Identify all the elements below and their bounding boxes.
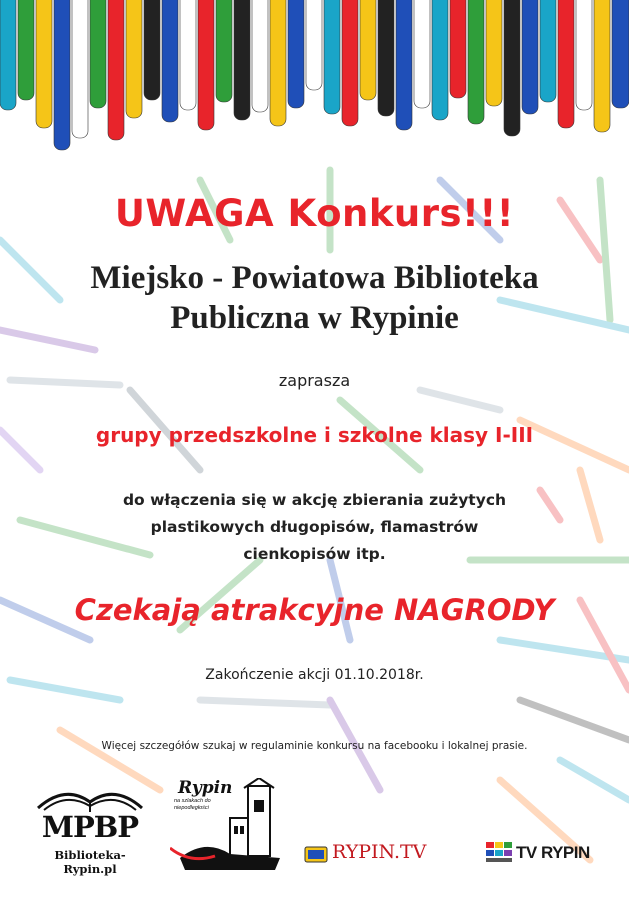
description-line-3: cienkopisów itp. bbox=[243, 545, 386, 563]
description-line-1: do włączenia się w akcję zbierania zużytych bbox=[122, 491, 507, 509]
tvrypin-logo-text: TV RYPIN bbox=[516, 843, 590, 862]
contest-description bbox=[0, 487, 629, 568]
rypin-logo bbox=[170, 778, 285, 876]
open-book-icon bbox=[30, 780, 150, 814]
rypintv-logo bbox=[304, 840, 444, 866]
target-groups: grupy przedszkolne i szkolne klasy I-III bbox=[95, 423, 534, 447]
tvrypin-logo bbox=[486, 840, 596, 866]
tv-icon bbox=[304, 844, 328, 864]
invites-text: zaprasza bbox=[278, 371, 351, 390]
library-name bbox=[0, 258, 629, 338]
rypin-logo-subtitle: na szlakach do niepodległości bbox=[174, 798, 211, 811]
mpbp-logo-text: MPBP bbox=[41, 810, 139, 844]
description-line-2: plastikowych długopisów, flamastrów bbox=[150, 518, 479, 536]
town-hall-icon bbox=[170, 778, 285, 876]
details-note: Więcej szczegółów szukaj w regulaminie konkursu na facebooku i lokalnej prasie. bbox=[101, 740, 528, 752]
library-name-line-1: Miejsko - Powiatowa Biblioteka bbox=[90, 260, 539, 296]
end-date: Zakończenie akcji 01.10.2018r. bbox=[205, 667, 424, 683]
rypintv-logo-text: RYPIN.TV bbox=[332, 841, 427, 863]
prizes-headline: Czekają atrakcyjne NAGRODY bbox=[74, 593, 555, 627]
contest-title: UWAGA Konkurs!!! bbox=[114, 192, 515, 235]
mpbp-logo-url: Biblioteka-Rypin.pl bbox=[54, 848, 126, 876]
rypin-logo-text: Rypin bbox=[178, 778, 233, 798]
tv-rypin-icon bbox=[486, 842, 512, 864]
mpbp-logo bbox=[30, 780, 150, 876]
library-name-line-2: Publiczna w Rypinie bbox=[170, 300, 459, 336]
top-pens-decoration bbox=[0, 0, 629, 170]
